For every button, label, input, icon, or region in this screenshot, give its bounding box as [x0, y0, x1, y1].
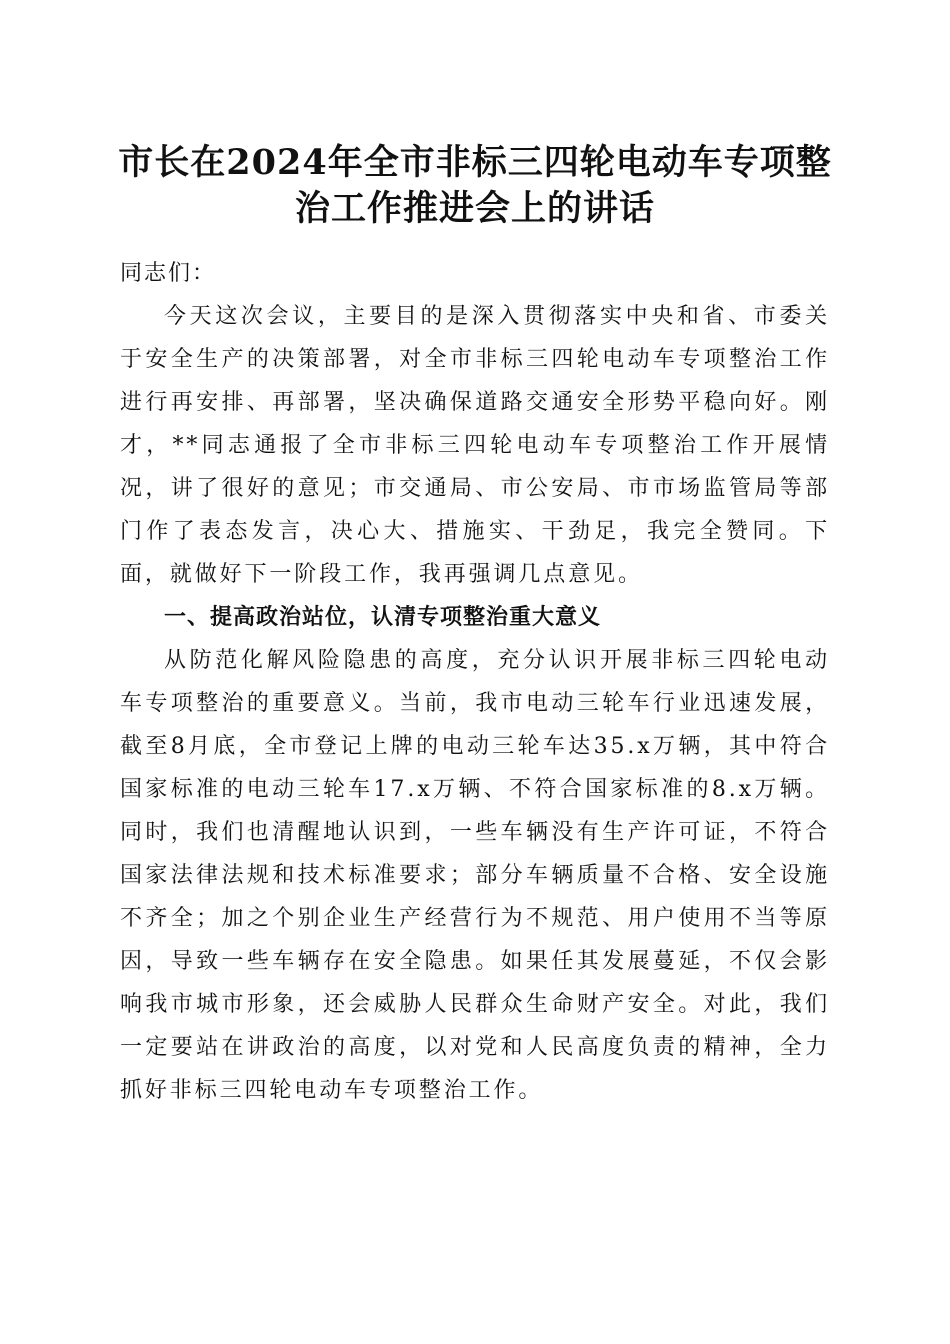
section-heading-1: 一、提高政治站位，认清专项整治重大意义: [164, 605, 602, 630]
paragraph-significance: 从防范化解风险隐患的高度，充分认识开展非标三四轮电动车专项整治的重要意义。当前，我市电动三轮车行业迅速发展，截至8月底，全市登记上牌的电动三轮车达35.x万辆，其中符合国家标准的电动三轮车17.x万辆、不符合国家标准的8.x万辆。同时，我们也清醒地认识到，一些车辆没有生产许可证，不符合国家法律法规和技术标准要求；部分车辆质量不合格、安全设施不齐全；加之个别企业生产经营行为不规范、用户使用不当等原因，导致一些车辆存在安全隐患。如果任其发展蔓延，不仅会影响我市城市形象，还会威胁人民群众生命财产安全。对此，我们一定要站在讲政治的高度，以对党和人民高度负责的精神，全力抓好非标三四轮电动车专项整治工作。: [120, 648, 830, 1103]
paragraph-opening: 今天这次会议，主要目的是深入贯彻落实中央和省、市委关于安全生产的决策部署，对全市非标三四轮电动车专项整治工作进行再安排、再部署，坚决确保道路交通安全形势平稳向好。刚才，**同志通报了全市非标三四轮电动车专项整治工作开展情况，讲了很好的意见；市交通局、市公安局、市市场监管局等部门作了表态发言，决心大、措施实、干劲足，我完全赞同。下面，就做好下一阶段工作，我再强调几点意见。: [120, 304, 830, 587]
salutation: 同志们：: [120, 261, 217, 286]
document-body: [120, 252, 830, 1112]
title-line-2: 治工作推进会上的讲话: [294, 188, 655, 229]
title-line-1: 市长在2024年全市非标三四轮电动车专项整: [118, 142, 832, 183]
document-title: [110, 140, 840, 232]
